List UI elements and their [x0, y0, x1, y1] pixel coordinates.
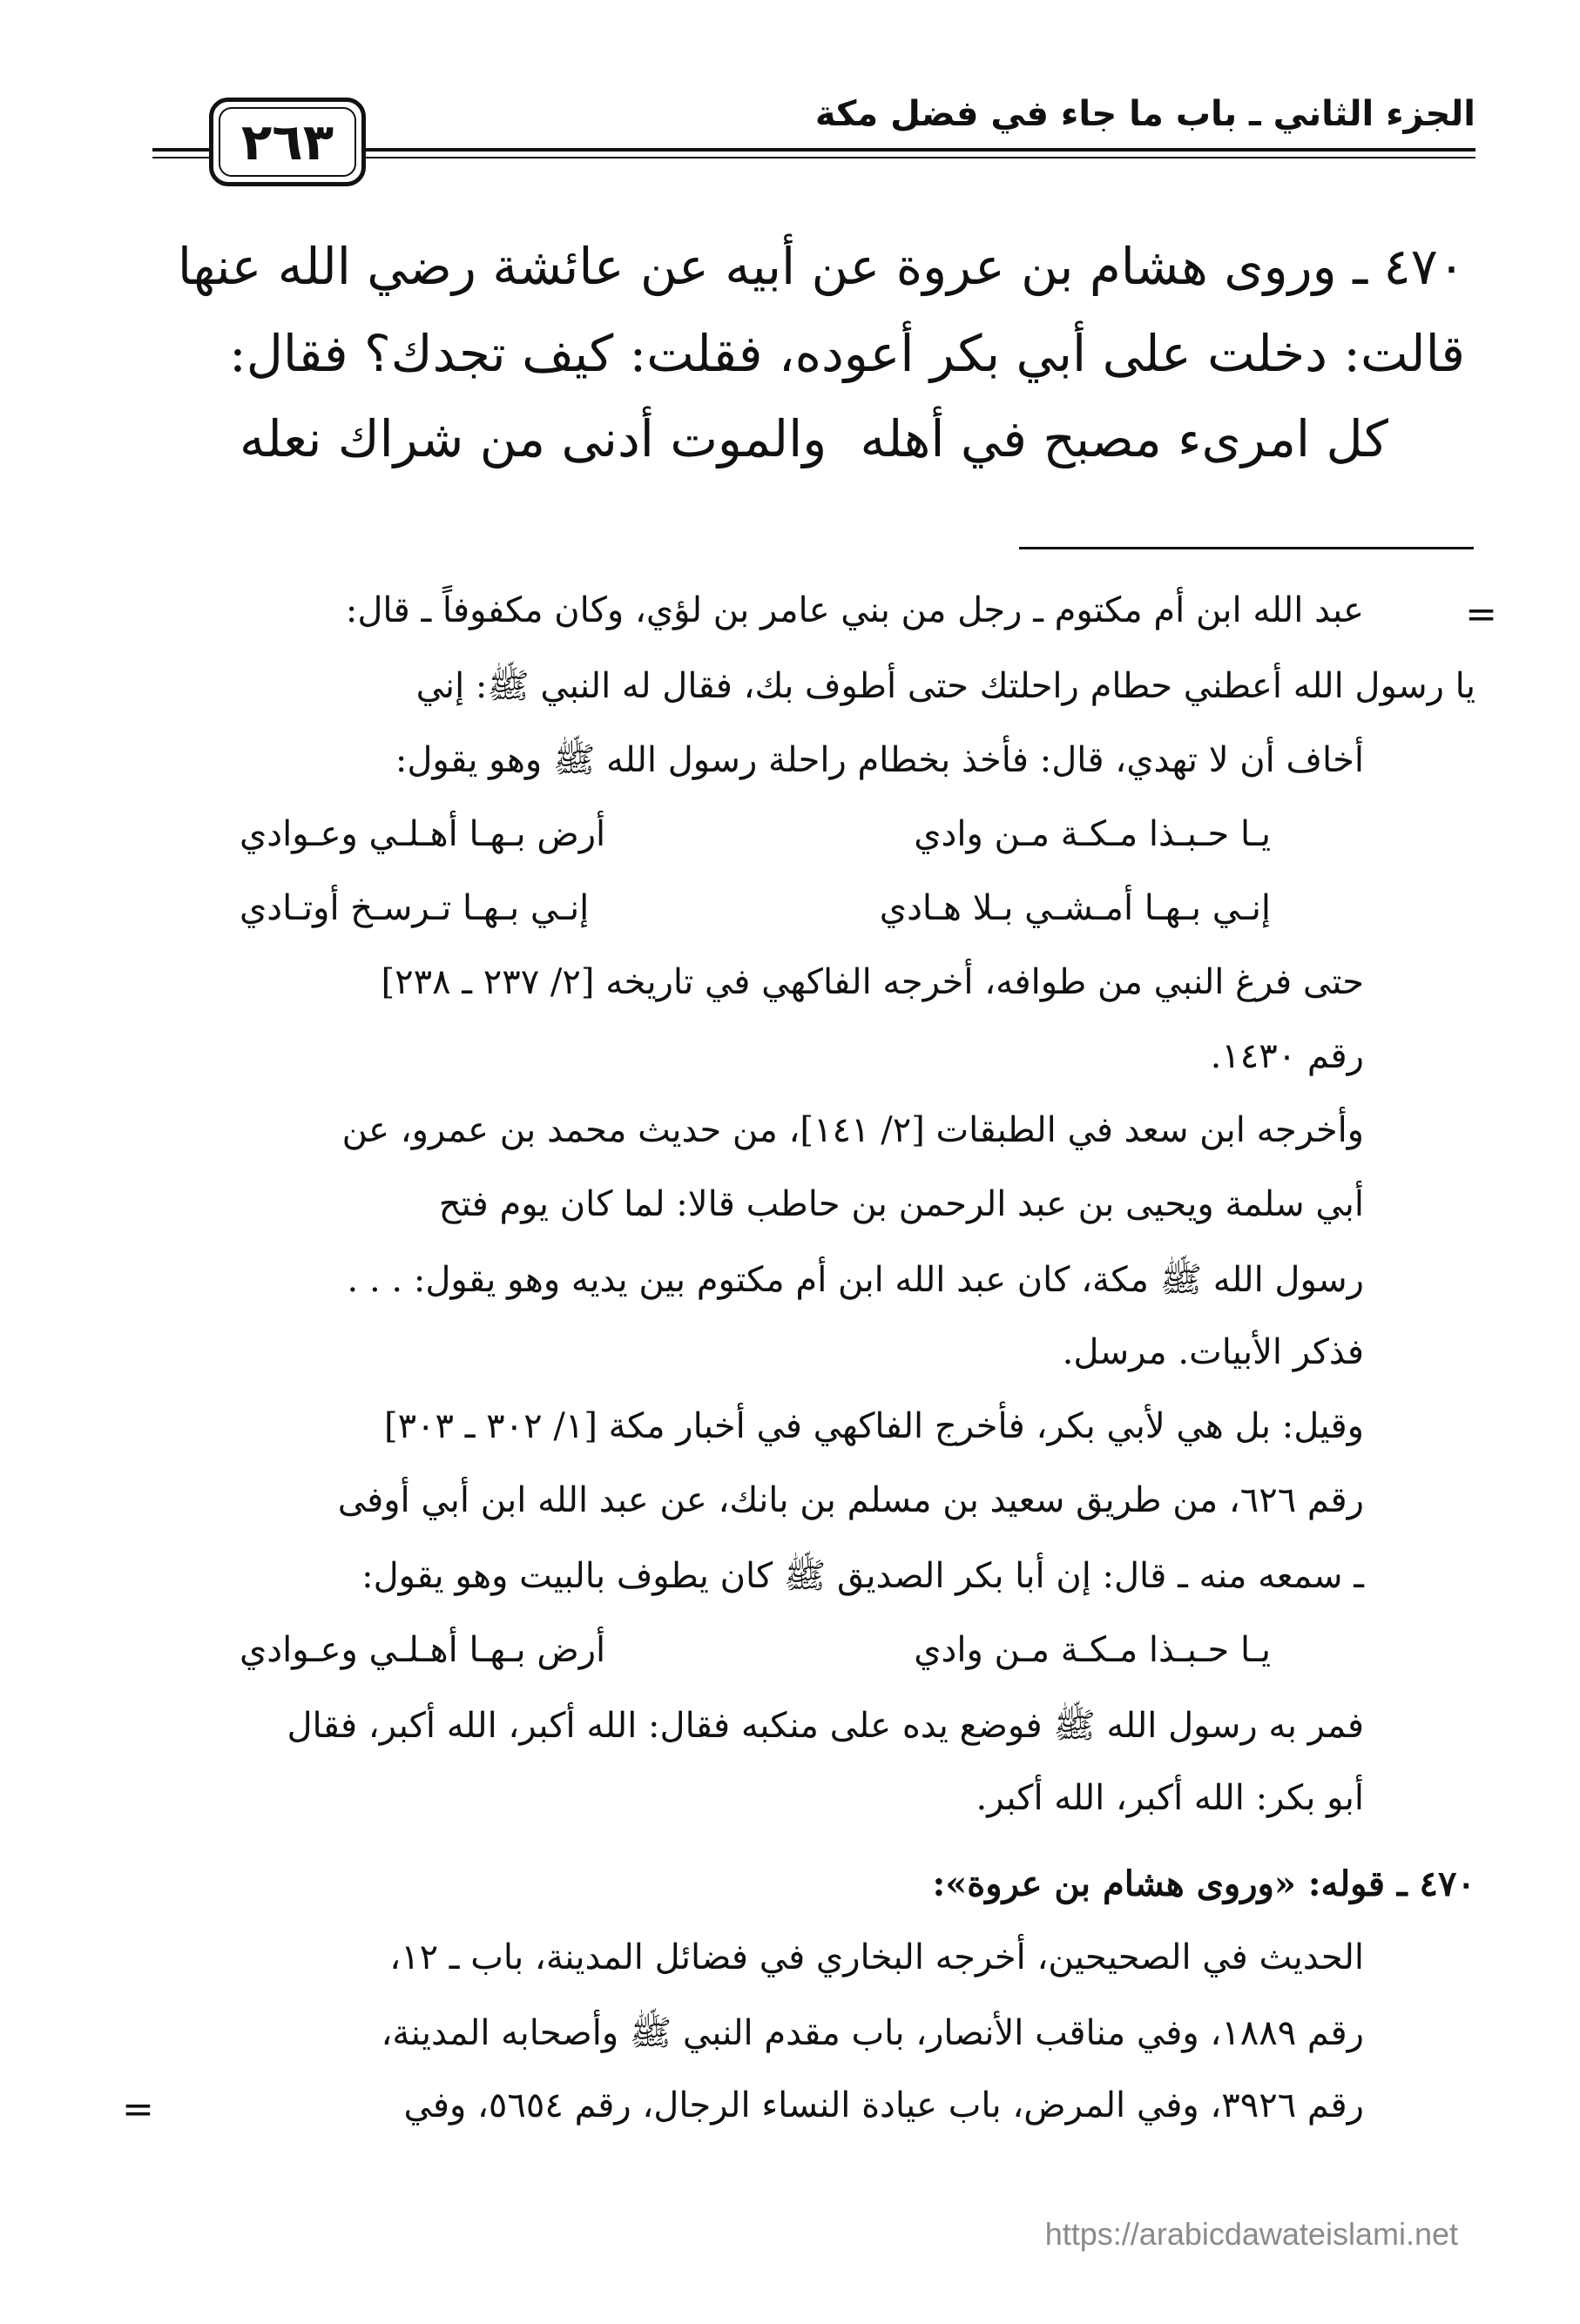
continuation-mark-top: =: [1465, 592, 1497, 637]
footnote-line: رقم ٣٩٢٦، وفي المرض، باب عيادة النساء الرجال، رقم ٥٦٥٤، وفي: [403, 2085, 1364, 2125]
footnote-line: فذكر الأبيات. مرسل.: [1062, 1332, 1364, 1372]
footnote-line: رسول الله ﷺ مكة، كان عبد الله ابن أم مكتوم بين يديه وهو يقول: . . .: [347, 1260, 1364, 1300]
footnote-line: وقيل: بل هي لأبي بكر، فأخرج الفاكهي في أخبار مكة [١/ ٣٠٢ ـ ٣٠٣]: [383, 1406, 1364, 1446]
footnote-line: أبو بكر: الله أكبر، الله أكبر.: [976, 1778, 1364, 1818]
footnote-line: رقم ١٤٣٠.: [1210, 1036, 1364, 1076]
poem-hemistich-left: إنـي بـهـا تـرسـخ أوتـادي: [240, 888, 590, 928]
page-number: ٢٦٣: [219, 107, 356, 177]
poem-hemistich-left: أرض بـهـا أهـلـي وعـوادي: [240, 814, 606, 854]
footnote-line: أبي سلمة ويحيى بن عبد الرحمن بن حاطب قالا: لما كان يوم فتح: [438, 1184, 1364, 1224]
footnote-line: رقم ٦٢٦، من طريق سعيد بن مسلم بن بانك، عن عبد الله ابن أبي أوفى: [337, 1480, 1364, 1520]
poem-hemistich-left: أرض بـهـا أهـلـي وعـوادي: [240, 1630, 606, 1670]
poem-hemistich-right: إنـي بـهـا أمـشـي بـلا هـادي: [879, 888, 1271, 928]
verse-first-hemistich: كل امرىء مصبح في أهله: [860, 409, 1388, 468]
footnote-line: ـ سمعه منه ـ قال: إن أبا بكر الصديق ﷺ كان يطوف بالبيت وهو يقول:: [361, 1556, 1364, 1596]
main-text-line-1: ٤٧٠ ـ وروى هشام بن عروة عن أبيه عن عائشة رضي الله عنها: [177, 237, 1465, 296]
footnote-line: يا رسول الله أعطني حطام راحلتك حتى أطوف بك، فقال له النبي ﷺ: إني: [415, 666, 1475, 706]
page-number-frame: [209, 98, 366, 186]
poem-hemistich-right: يـا حـبـذا مـكـة مـن وادي: [914, 1630, 1271, 1670]
commentary-heading: ٤٧٠ ـ قوله: «وروى هشام بن عروة»:: [932, 1863, 1475, 1904]
footnote-separator: [1019, 547, 1474, 549]
footnote-line: الحديث في الصحيحين، أخرجه البخاري في فضائل المدينة، باب ـ ١٢،: [389, 1937, 1364, 1977]
source-watermark: https://arabicdawateislami.net: [1044, 2216, 1458, 2252]
footnote-line: وأخرجه ابن سعد في الطبقات [٢/ ١٤١]، من حديث محمد بن عمرو، عن: [341, 1110, 1364, 1150]
running-header-title: الجزء الثاني ـ باب ما جاء في فضل مكة: [814, 94, 1475, 134]
footnote-line: فمر به رسول الله ﷺ فوضع يده على منكبه فقال: الله أكبر، الله أكبر، فقال: [287, 1706, 1364, 1746]
poem-hemistich-right: يـا حـبـذا مـكـة مـن وادي: [914, 814, 1271, 854]
verse-second-hemistich: والموت أدنى من شراك نعله: [240, 409, 827, 468]
continuation-mark-bottom: =: [122, 2087, 154, 2132]
main-text-line-2: قالت: دخلت على أبي بكر أعوده، فقلت: كيف تجدك؟ فقال:: [229, 324, 1465, 383]
footnote-line: حتى فرغ النبي من طوافه، أخرجه الفاكهي في تاريخه [٢/ ٢٣٧ ـ ٢٣٨]: [381, 962, 1364, 1002]
footnote-line: عبد الله ابن أم مكتوم ـ رجل من بني عامر بن لؤي، وكان مكفوفاً ـ قال:: [345, 590, 1364, 630]
footnote-line: أخاف أن لا تهدي، قال: فأخذ بخطام راحلة رسول الله ﷺ وهو يقول:: [395, 740, 1364, 780]
footnote-line: رقم ١٨٨٩، وفي مناقب الأنصار، باب مقدم النبي ﷺ وأصحابه المدينة،: [381, 2013, 1364, 2053]
